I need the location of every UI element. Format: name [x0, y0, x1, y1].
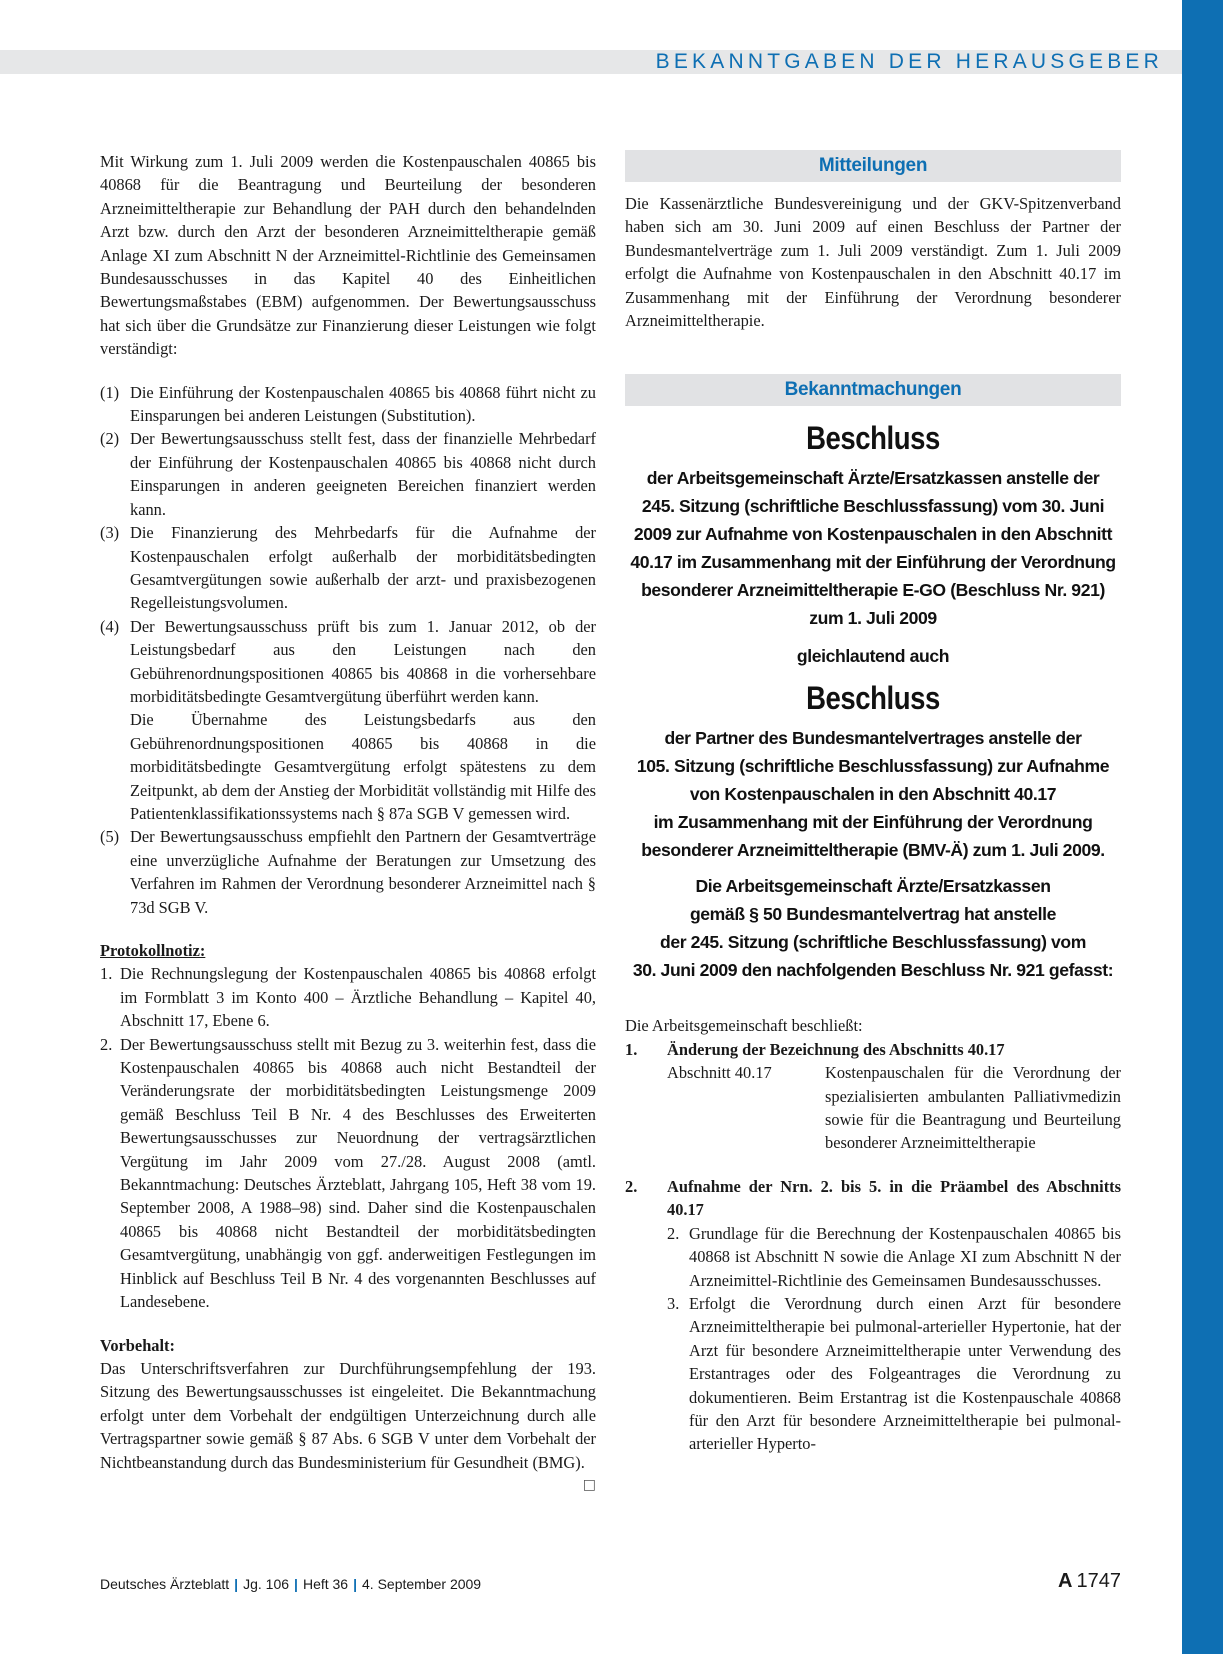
- list-item: 1. Die Rechnungslegung der Kostenpauschalen 40865 bis 40868 erfolgt im Formblatt 3 im Konto 400 – Ärztliche Behandlung – Kapitel 40, Abschnitt 17, Ebene 6.: [100, 964, 596, 1031]
- journal-issue: Heft 36: [302, 1576, 349, 1592]
- list-item: (4) Der Bewertungsausschuss prüft bis zum 1. Januar 2012, ob der Leistungsbedarf aus den Leistungen nach den Gebührenordnungspositionen 40865 bis 40868 in die vorhersehbare morbiditätsbedingte Gesamtvergütung überführt werden kann. Die Übernahme des Leistungsbedarfs aus den Gebührenordnungspositionen 40865 bis 40868 in die morbiditätsbedingte Gesamtvergütung erfolgt spätestens zu dem Zeitpunkt, ab dem der Anstieg der Morbidität vollständig mit Hilfe des Patientenklassifikationssystems nach § 87a SGB V gemessen wird.: [100, 616, 596, 823]
- beschluss-subtitle: der Partner des Bundesmantelvertrages anstelle der 105. Sitzung (schriftliche Beschlussfassung) zur Aufnahme von Kostenpauschalen in den Abschnitt 40.17 im Zusammenhang mit der Einführung der Verordnung besonderer Arzneimitteltherapie (BMV-Ä) zum 1. Juli 2009.: [636, 728, 1110, 861]
- list-item: 3. Erfolgt die Verordnung durch einen Arzt für besondere Arzneimitteltherapie bei pulmonal-arterieller Hypertonie, hat der Arzt für besondere Arzneimitteltherapie unter Verwendung des Erstantrages oder des Folgeantrages die Verordnung zu dokumentieren. Beim Erstantrag ist die Kostenpauschale 40868 für den Arzt für besondere Arzneimitteltherapie bei pulmonal-arterieller Hyperto-: [667, 1293, 1121, 1454]
- protokoll-list: [100, 962, 596, 1313]
- journal-name: Deutsches Ärzteblatt: [100, 1576, 230, 1592]
- decision-list: [625, 1038, 1121, 1456]
- decision-item-heading: 2. Aufnahme der Nrn. 2. bis 5. in die Präambel des Abschnitts 40.17: [625, 1176, 1121, 1220]
- abschnitt-row: Abschnitt 40.17 Kostenpauschalen für die Verordnung der spezialisierten ambulanten Palliativmedizin sowie für die Beantragung und Beurteilung besonderer Arzneimitteltherapie: [667, 1063, 1121, 1153]
- bekanntmachungen-title: Bekanntmachungen: [625, 374, 1121, 406]
- beschluss-statement: Die Arbeitsgemeinschaft Ärzte/Ersatzkassen gemäß § 50 Bundesmantelvertrag hat anstelle der 245. Sitzung (schriftliche Beschlussfassung) vom 30. Juni 2009 den nachfolgenden Beschluss Nr. 921 gefasst:: [632, 876, 1114, 981]
- section-header: BEKANNTGABEN DER HERAUSGEBER: [655, 50, 1163, 73]
- vorbehalt-heading: Vorbehalt:: [100, 1335, 175, 1355]
- vorbehalt-paragraph: Das Unterschriftsverfahren zur Durchführungsempfehlung der 193. Sitzung des Bewertungsausschusses ist eingeleitet. Die Bekanntmachung erfolgt unter dem Vorbehalt der endgültigen Unterzeichnung durch alle Vertragspartner sowie gemäß § 87 Abs. 6 SGB V unter dem Vorbehalt der Nichtbeanstandung durch das Bundesministerium für Gesundheit (BMG). □: [100, 1357, 596, 1474]
- beschluss-subtitle: der Arbeitsgemeinschaft Ärzte/Ersatzkassen anstelle der 245. Sitzung (schriftliche Beschlussfassung) vom 30. Juni 2009 zur Aufnahme von Kostenpauschalen in den Abschnitt 40.17 im Zusammenhang mit der Einführung der Verordnung besonderer Arzneimitteltherapie E-GO (Beschluss Nr. 921) zum 1. Juli 2009: [630, 468, 1116, 629]
- journal-volume: Jg. 106: [243, 1576, 290, 1592]
- mitteilungen-title: Mitteilungen: [625, 150, 1121, 182]
- side-accent-bar: [1182, 0, 1223, 1654]
- gleichlautend-label: gleichlautend auch: [796, 646, 950, 667]
- principles-list: [100, 381, 596, 919]
- beschluss-title: Beschluss: [806, 420, 940, 457]
- end-mark-icon: □: [582, 1476, 596, 1493]
- left-column: [100, 150, 596, 1497]
- right-column: [625, 150, 1121, 1456]
- list-item: 2. Der Bewertungsausschuss stellt mit Bezug zu 3. weiterhin fest, dass die Kostenpauschalen 40865 bis 40868 auch nicht Bestandteil der Veränderungsrate der morbiditätsbedingten Leistungsmenge 2009 gemäß Beschluss Teil B Nr. 4 des Beschlusses des Erweiterten Bewertungsausschusses zur Neuordnung der vertragsärztlichen Vergütung im Jahr 2009 vom 27./28. August 2008 (amtl. Bekanntmachung: Deutsches Ärzteblatt, Jahrgang 105, Heft 38 vom 19. September 2008, A 1988–98) sind. Daher sind die Kostenpauschalen 40865 bis 40868 nicht Bestandteil der morbiditätsbedingten Gesamtvergütung, unabhängig von ggf. anderweitigen Festlegungen im Hinblick auf Beschluss Teil B Nr. 4 des vorgenannten Beschlusses auf Landesebene.: [100, 1034, 596, 1312]
- list-item: (3) Die Finanzierung des Mehrbedarfs für die Aufnahme der Kostenpauschalen erfolgt außerhalb der morbiditätsbedingten Gesamtvergütungen sowie außerhalb der arzt- und praxisbezogenen Regelleistungsvolumen.: [100, 523, 596, 613]
- protokoll-heading: Protokollnotiz:: [100, 941, 206, 960]
- list-item: (1) Die Einführung der Kostenpauschalen 40865 bis 40868 führt nicht zu Einsparungen bei anderen Leistungen (Substitution).: [100, 382, 596, 426]
- list-item: (2) Der Bewertungsausschuss stellt fest, dass der finanzielle Mehrbedarf der Einführung der Kostenpauschalen 40865 bis 40868 nicht durch Einsparungen in anderen geeigneten Bereichen finanziert werden kann.: [100, 429, 596, 519]
- journal-date: 4. September 2009: [362, 1576, 482, 1592]
- intro-paragraph: Mit Wirkung zum 1. Juli 2009 werden die Kostenpauschalen 40865 bis 40868 für die Beantragung und Beurteilung der besonderen Arzneimitteltherapie zur Behandlung der PAH durch den behandelnden Arzt bzw. durch den Arzt der besonderen Arzneimitteltherapie gemäß Anlage XI zum Abschnitt N der Arzneimittel-Richtlinie des Gemeinsamen Bundesausschusses in das Kapitel 40 des Einheitlichen Bewertungsmaßstabes (EBM) aufgenommen. Der Bewertungsausschuss hat sich über die Grundsätze zur Finanzierung dieser Leistungen wie folgt verständigt:: [100, 152, 596, 359]
- mitteilungen-paragraph: Die Kassenärztliche Bundesvereinigung und der GKV-Spitzenverband haben sich am 30. Juni 2009 auf einen Beschluss der Partner der Bundesmantelverträge zum 1. Juli 2009 verständigt. Zum 1. Juli 2009 erfolgt die Aufnahme von Kostenpauschalen in den Abschnitt 40.17 im Zusammenhang mit der Einführung der Verordnung besonderer Arzneimitteltherapie.: [625, 194, 1121, 331]
- list-item: 2. Grundlage für die Berechnung der Kostenpauschalen 40865 bis 40868 ist Abschnitt N sowie die Anlage XI zum Abschnitt N der Arzneimittel-Richtlinie des Gemeinsamen Bundesausschusses.: [667, 1223, 1121, 1290]
- list-item: (5) Der Bewertungsausschuss empfiehlt den Partnern der Gesamtverträge eine unverzügliche Aufnahme der Beratungen zur Umsetzung des Verfahren im Rahmen der Verordnung besonderer Arzneimittel nach § 73d SGB V.: [100, 827, 596, 917]
- page-number: A 1747: [1058, 1570, 1121, 1592]
- page-footer: Deutsches Ärzteblatt | Jg. 106 | Heft 36 | 4. September 2009 A 1747: [100, 1570, 1121, 1592]
- decision-item-heading: 1. Änderung der Bezeichnung des Abschnitts 40.17: [625, 1039, 1005, 1059]
- beschliesst-text: Die Arbeitsgemeinschaft beschließt:: [625, 1016, 863, 1036]
- beschluss-title: Beschluss: [806, 680, 940, 717]
